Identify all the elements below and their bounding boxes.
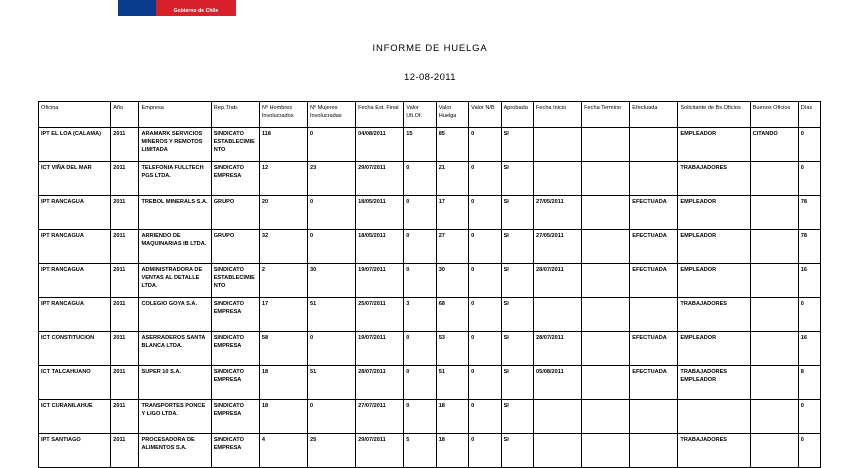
col-header: Efectuada	[630, 102, 678, 128]
logo-blue-block	[118, 0, 156, 16]
table-cell: EFECTUADA	[630, 332, 678, 366]
table-cell	[582, 332, 630, 366]
table-cell: 19/07/2011	[356, 332, 404, 366]
table-cell: ICT TALCAHUANO	[39, 366, 111, 400]
table-cell: TRABAJADORES	[678, 162, 750, 196]
table-cell: 27/05/2011	[534, 230, 582, 264]
table-row	[39, 298, 821, 332]
table-row	[39, 400, 821, 434]
table-row	[39, 332, 821, 366]
col-header: Valor Ult.Of.	[404, 102, 436, 128]
table-cell: 27/07/2011	[356, 400, 404, 434]
table-cell: EMPLEADOR	[678, 128, 750, 162]
table-cell	[750, 162, 798, 196]
table-cell: 0	[469, 434, 501, 468]
table-cell	[750, 400, 798, 434]
table-cell: 18/05/2011	[356, 196, 404, 230]
table-cell: ADMINISTRADORA DE VENTAS AL DETALLE LTDA.	[139, 264, 211, 298]
table-cell: 19/07/2011	[356, 264, 404, 298]
table-cell	[582, 366, 630, 400]
table-cell: 29/07/2011	[356, 162, 404, 196]
col-header: Solicitante de Bs.Oficios	[678, 102, 750, 128]
table-cell	[534, 434, 582, 468]
table-cell	[750, 298, 798, 332]
col-header: Empresa	[139, 102, 211, 128]
table-cell: COLEGIO GOYA S.A.	[139, 298, 211, 332]
table-cell: IPT EL LOA (CALAMA)	[39, 128, 111, 162]
table-cell: 2011	[111, 298, 139, 332]
table-body	[39, 128, 821, 468]
table-row	[39, 196, 821, 230]
table-cell: EFECTUADA	[630, 230, 678, 264]
table-cell: ARAMARK SERVICIOS MINEROS Y REMOTOS LIMITADA	[139, 128, 211, 162]
table-cell	[582, 128, 630, 162]
table-row	[39, 162, 821, 196]
table-cell	[534, 162, 582, 196]
table-row	[39, 264, 821, 298]
table-cell	[582, 400, 630, 434]
table-cell: 0	[469, 332, 501, 366]
table-cell: SINDICATO EMPRESA	[211, 162, 259, 196]
table-cell: 0	[469, 400, 501, 434]
table-cell: 85	[436, 128, 468, 162]
col-header: Buenos Oficios	[750, 102, 798, 128]
table-cell: 2011	[111, 162, 139, 196]
table-cell: 68	[436, 298, 468, 332]
table-cell	[582, 230, 630, 264]
col-header: Fecha Termino	[582, 102, 630, 128]
table-cell: SUPER 10 S.A.	[139, 366, 211, 400]
table-cell	[630, 400, 678, 434]
table-cell: 0	[469, 298, 501, 332]
table-cell: 0	[469, 162, 501, 196]
table-cell: EFECTUADA	[630, 196, 678, 230]
table-cell: 0	[307, 196, 355, 230]
table-cell: SI	[501, 196, 533, 230]
table-cell	[630, 298, 678, 332]
table-cell: ICT CONSTITUCION	[39, 332, 111, 366]
table-cell: 58	[259, 332, 307, 366]
col-header: Fecha Est. Final	[356, 102, 404, 128]
table-cell: 0	[307, 332, 355, 366]
col-header: Aprobada	[501, 102, 533, 128]
table-cell: 0	[798, 162, 820, 196]
table-cell: SI	[501, 230, 533, 264]
table-cell: SINDICATO EMPRESA	[211, 434, 259, 468]
table-cell: SI	[501, 332, 533, 366]
table-cell: EMPLEADOR	[678, 196, 750, 230]
table-cell: 12	[259, 162, 307, 196]
table-cell: SINDICATO ESTABLECIMIENTO	[211, 128, 259, 162]
gobierno-logo	[118, 0, 236, 16]
col-header: Rep.Trab.	[211, 102, 259, 128]
table-cell: 0	[307, 230, 355, 264]
table-cell	[630, 434, 678, 468]
col-header: Valor Huelga	[436, 102, 468, 128]
table-cell: 30	[436, 264, 468, 298]
table-cell: 2011	[111, 196, 139, 230]
table-cell: 78	[798, 230, 820, 264]
table-cell: TRANSPORTES PONCE Y LIGO LTDA.	[139, 400, 211, 434]
table-cell: 0	[307, 128, 355, 162]
table-cell: 51	[436, 366, 468, 400]
table-cell	[582, 298, 630, 332]
table-cell: EFECTUADA	[630, 366, 678, 400]
report-date: 12-08-2011	[404, 72, 456, 83]
table-cell: 2011	[111, 434, 139, 468]
table-cell: 32	[259, 230, 307, 264]
table-cell: SINDICATO ESTABLECIMIENTO	[211, 264, 259, 298]
table-cell: IPT RANCAGUA	[39, 230, 111, 264]
table-cell: SINDICATO EMPRESA	[211, 298, 259, 332]
table-cell: 51	[307, 298, 355, 332]
table-cell: SI	[501, 162, 533, 196]
table-cell: SI	[501, 400, 533, 434]
table-cell: 30	[307, 264, 355, 298]
table-cell: IPT RANCAGUA	[39, 264, 111, 298]
table-cell: 28/07/2011	[534, 264, 582, 298]
table-cell: EMPLEADOR	[678, 332, 750, 366]
table-cell: 23	[307, 162, 355, 196]
table-cell: TRABAJADORES	[678, 434, 750, 468]
table-cell: 18	[436, 400, 468, 434]
table-cell: SI	[501, 434, 533, 468]
table-cell: 2011	[111, 264, 139, 298]
table-cell: TRABAJADORES	[678, 298, 750, 332]
table-cell: 0	[404, 264, 436, 298]
col-header: Año	[111, 102, 139, 128]
col-header: Nº Hombres Involucrados	[259, 102, 307, 128]
table-cell	[750, 196, 798, 230]
table-cell: 20	[259, 196, 307, 230]
table-cell: 15	[404, 128, 436, 162]
table-cell: 0	[798, 434, 820, 468]
table-cell: GRUPO	[211, 196, 259, 230]
table-cell	[750, 366, 798, 400]
table-cell: 18	[436, 434, 468, 468]
table-cell: 27	[436, 230, 468, 264]
table-cell: 05/08/2011	[534, 366, 582, 400]
table-cell: 0	[307, 400, 355, 434]
col-header: Días	[798, 102, 820, 128]
table-cell: SINDICATO EMPRESA	[211, 400, 259, 434]
table-cell: 04/08/2011	[356, 128, 404, 162]
table-cell: GRUPO	[211, 230, 259, 264]
table-cell: 0	[404, 162, 436, 196]
col-header: Nº Mujeres Involucradas	[307, 102, 355, 128]
table-cell	[534, 128, 582, 162]
col-header: Fecha Inicio	[534, 102, 582, 128]
table-cell: 2011	[111, 128, 139, 162]
table-cell	[630, 162, 678, 196]
table-cell: 2011	[111, 332, 139, 366]
table-cell	[750, 332, 798, 366]
table-cell: 4	[259, 434, 307, 468]
table-cell: EMPLEADOR	[678, 264, 750, 298]
table-cell: 0	[798, 298, 820, 332]
table-cell: IPT RANCAGUA	[39, 196, 111, 230]
table-cell: 0	[404, 400, 436, 434]
table-cell: 8	[798, 366, 820, 400]
table-cell: 0	[404, 332, 436, 366]
table-cell	[750, 264, 798, 298]
table-cell: 3	[404, 298, 436, 332]
table-cell: SI	[501, 366, 533, 400]
col-header: Valor N/B	[469, 102, 501, 128]
table-cell: 2	[259, 264, 307, 298]
table-cell: 16	[798, 264, 820, 298]
table-cell: 0	[469, 230, 501, 264]
table-cell: 0	[798, 400, 820, 434]
table-cell: 27/05/2011	[534, 196, 582, 230]
table-cell	[750, 434, 798, 468]
table-cell: 2011	[111, 230, 139, 264]
table-cell: 2011	[111, 366, 139, 400]
table-cell	[534, 298, 582, 332]
table-cell: 0	[469, 264, 501, 298]
table-cell: 51	[307, 366, 355, 400]
table-row	[39, 128, 821, 162]
table-cell: 2011	[111, 400, 139, 434]
table-cell: CITANDO	[750, 128, 798, 162]
table-cell: 17	[259, 298, 307, 332]
table-cell: 21	[436, 162, 468, 196]
table-cell: 25/07/2011	[356, 298, 404, 332]
table-cell: 5	[404, 434, 436, 468]
table-cell: TREBOL MINERALS S.A.	[139, 196, 211, 230]
table-cell: SI	[501, 264, 533, 298]
table-row	[39, 230, 821, 264]
table-cell: 18	[259, 366, 307, 400]
table-cell: ICT CURANILAHUE	[39, 400, 111, 434]
logo-text: Gobierno de Chile	[156, 0, 236, 16]
table-row	[39, 434, 821, 468]
table-cell: 53	[436, 332, 468, 366]
table-row	[39, 366, 821, 400]
table-cell: 0	[469, 128, 501, 162]
table-cell	[630, 128, 678, 162]
table-cell: 0	[404, 230, 436, 264]
table-cell: 0	[404, 196, 436, 230]
table-cell: 0	[469, 196, 501, 230]
table-cell: 0	[469, 366, 501, 400]
table-cell: 28/07/2011	[356, 366, 404, 400]
table-cell: ARRIENDO DE MAQUINARIAS IB LTDA.	[139, 230, 211, 264]
table-cell	[582, 162, 630, 196]
table-cell	[582, 434, 630, 468]
table-cell: 78	[798, 196, 820, 230]
table-cell: IPT SANTIAGO	[39, 434, 111, 468]
table-cell: SI	[501, 298, 533, 332]
table-cell: 0	[404, 366, 436, 400]
table-cell: 18	[259, 400, 307, 434]
table-cell: IPT RANCAGUA	[39, 298, 111, 332]
table-cell: 16	[798, 332, 820, 366]
table-cell: SI	[501, 128, 533, 162]
table-cell: 17	[436, 196, 468, 230]
table-cell: PROCESADORA DE ALIMENTOS S.A.	[139, 434, 211, 468]
table-cell: EFECTUADA	[630, 264, 678, 298]
strike-report-table	[38, 101, 821, 468]
table-cell	[582, 264, 630, 298]
table-cell: SINDICATO EMPRESA	[211, 332, 259, 366]
table-cell: 25	[307, 434, 355, 468]
table-cell: 0	[798, 128, 820, 162]
table-cell: ICT VIÑA DEL MAR	[39, 162, 111, 196]
table-cell: SINDICATO EMPRESA	[211, 366, 259, 400]
table-cell: TELEFONIA FULLTECH PGS LTDA.	[139, 162, 211, 196]
table-cell: TRABAJADORES EMPLEADOR	[678, 366, 750, 400]
table-header-row	[39, 102, 821, 128]
table-cell: ASERRADEROS SANTA BLANCA LTDA.	[139, 332, 211, 366]
table-cell: 118	[259, 128, 307, 162]
table-cell	[534, 400, 582, 434]
table-cell	[750, 230, 798, 264]
table-cell: 29/07/2011	[356, 434, 404, 468]
table-cell	[678, 400, 750, 434]
table-cell: 18/05/2011	[356, 230, 404, 264]
table-cell: EMPLEADOR	[678, 230, 750, 264]
report-title: INFORME DE HUELGA	[372, 43, 488, 54]
table-cell	[582, 196, 630, 230]
table-cell: 28/07/2011	[534, 332, 582, 366]
col-header: Oficina	[39, 102, 111, 128]
